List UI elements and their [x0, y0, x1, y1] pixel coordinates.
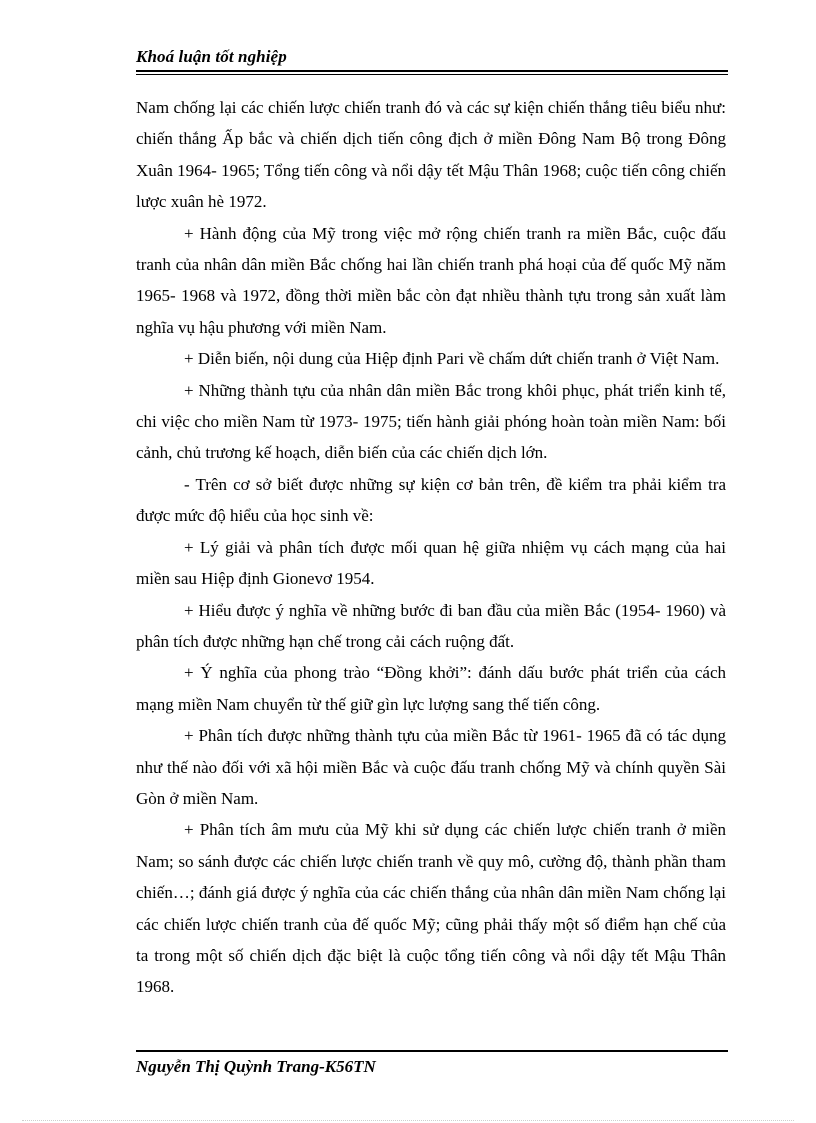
paragraph-geneva-relationship: + Lý giải và phân tích được mối quan hệ giữa nhiệm vụ cách mạng của hai miền sau Hiệp định Gionevơ 1954. [136, 537, 726, 589]
header-divider-thin [136, 74, 728, 75]
paragraph-us-expansion-north: + Hành động của Mỹ trong việc mở rộng chiến tranh ra miền Bắc, cuộc đấu tranh của nhân dân miền Bắc chống hai lần chiến tranh phá hoại của đế quốc Mỹ năm 1965- 1968 và 1972, đồng thời miền bắc còn đạt nhiều thành tựu trong sản xuất làm nghĩa vụ hậu phương với miền Nam. [136, 223, 726, 337]
footer-divider [136, 1050, 728, 1052]
header-title: Khoá luận tốt nghiệp [136, 47, 287, 66]
paragraph-north-achievements: + Những thành tựu của nhân dân miền Bắc trong khôi phục, phát triển kinh tế, chi việc cho miền Nam từ 1973- 1975; tiến hành giải phóng hoàn toàn miền Nam: bối cảnh, chủ trương kế hoạch, diễn biến của các chiến dịch lớn. [136, 380, 726, 463]
page-bottom-dotted-line [22, 1120, 794, 1121]
header-divider [136, 70, 728, 72]
paragraph-north-1961-1965: + Phân tích được những thành tựu của miền Bắc từ 1961- 1965 đã có tác dụng như thế nào đối với xã hội miền Bắc và cuộc đấu tranh chống Mỹ và chính quyền Sài Gòn ở miền Nam. [136, 726, 726, 808]
paragraph-test-basis: - Trên cơ sở biết được những sự kiện cơ bản trên, đề kiểm tra phải kiểm tra được mức độ hiểu của học sinh về: [136, 474, 726, 526]
footer-author: Nguyễn Thị Quỳnh Trang-K56TN [136, 1057, 376, 1076]
paragraph-us-strategies: + Phân tích âm mưu của Mỹ khi sử dụng các chiến lược chiến tranh ở miền Nam; so sánh được các chiến lược chiến tranh về quy mô, cường độ, thành phần tham chiến…; đánh giá được ý nghĩa của các chiến thắng của nhân dân miền Nam chống lại các chiến lược chiến tranh của đế quốc Mỹ; cũng phải thấy một số điểm hạn chế của ta trong một số chiến dịch đặc biệt là cuộc tổng tiến công và nổi dậy tết Mậu Thân 1968. [136, 820, 726, 997]
body-text [136, 92, 726, 1003]
paragraph-continuation: Nam chống lại các chiến lược chiến tranh đó và các sự kiện chiến thắng tiêu biểu như: chiến thắng Ấp bắc và chiến dịch tiến công địch ở miền Đông Nam Bộ trong Đông Xuân 1964- 1965; Tổng tiến công và nổi dậy tết Mậu Thân 1968; cuộc tiến công chiến lược xuân hè 1972. [136, 98, 726, 212]
paragraph-paris-agreement: + Diễn biến, nội dung của Hiệp định Pari về chấm dứt chiến tranh ở Việt Nam. [184, 349, 720, 369]
paragraph-dong-khoi: + Ý nghĩa của phong trào “Đồng khởi”: đánh dấu bước phát triển của cách mạng miền Nam chuyển từ thế giữ gìn lực lượng sang thế tiến công. [136, 663, 726, 714]
paragraph-first-steps-north: + Hiểu được ý nghĩa về những bước đi ban đầu của miền Bắc (1954- 1960) và phân tích được những hạn chế trong cải cách ruộng đất. [136, 600, 726, 651]
